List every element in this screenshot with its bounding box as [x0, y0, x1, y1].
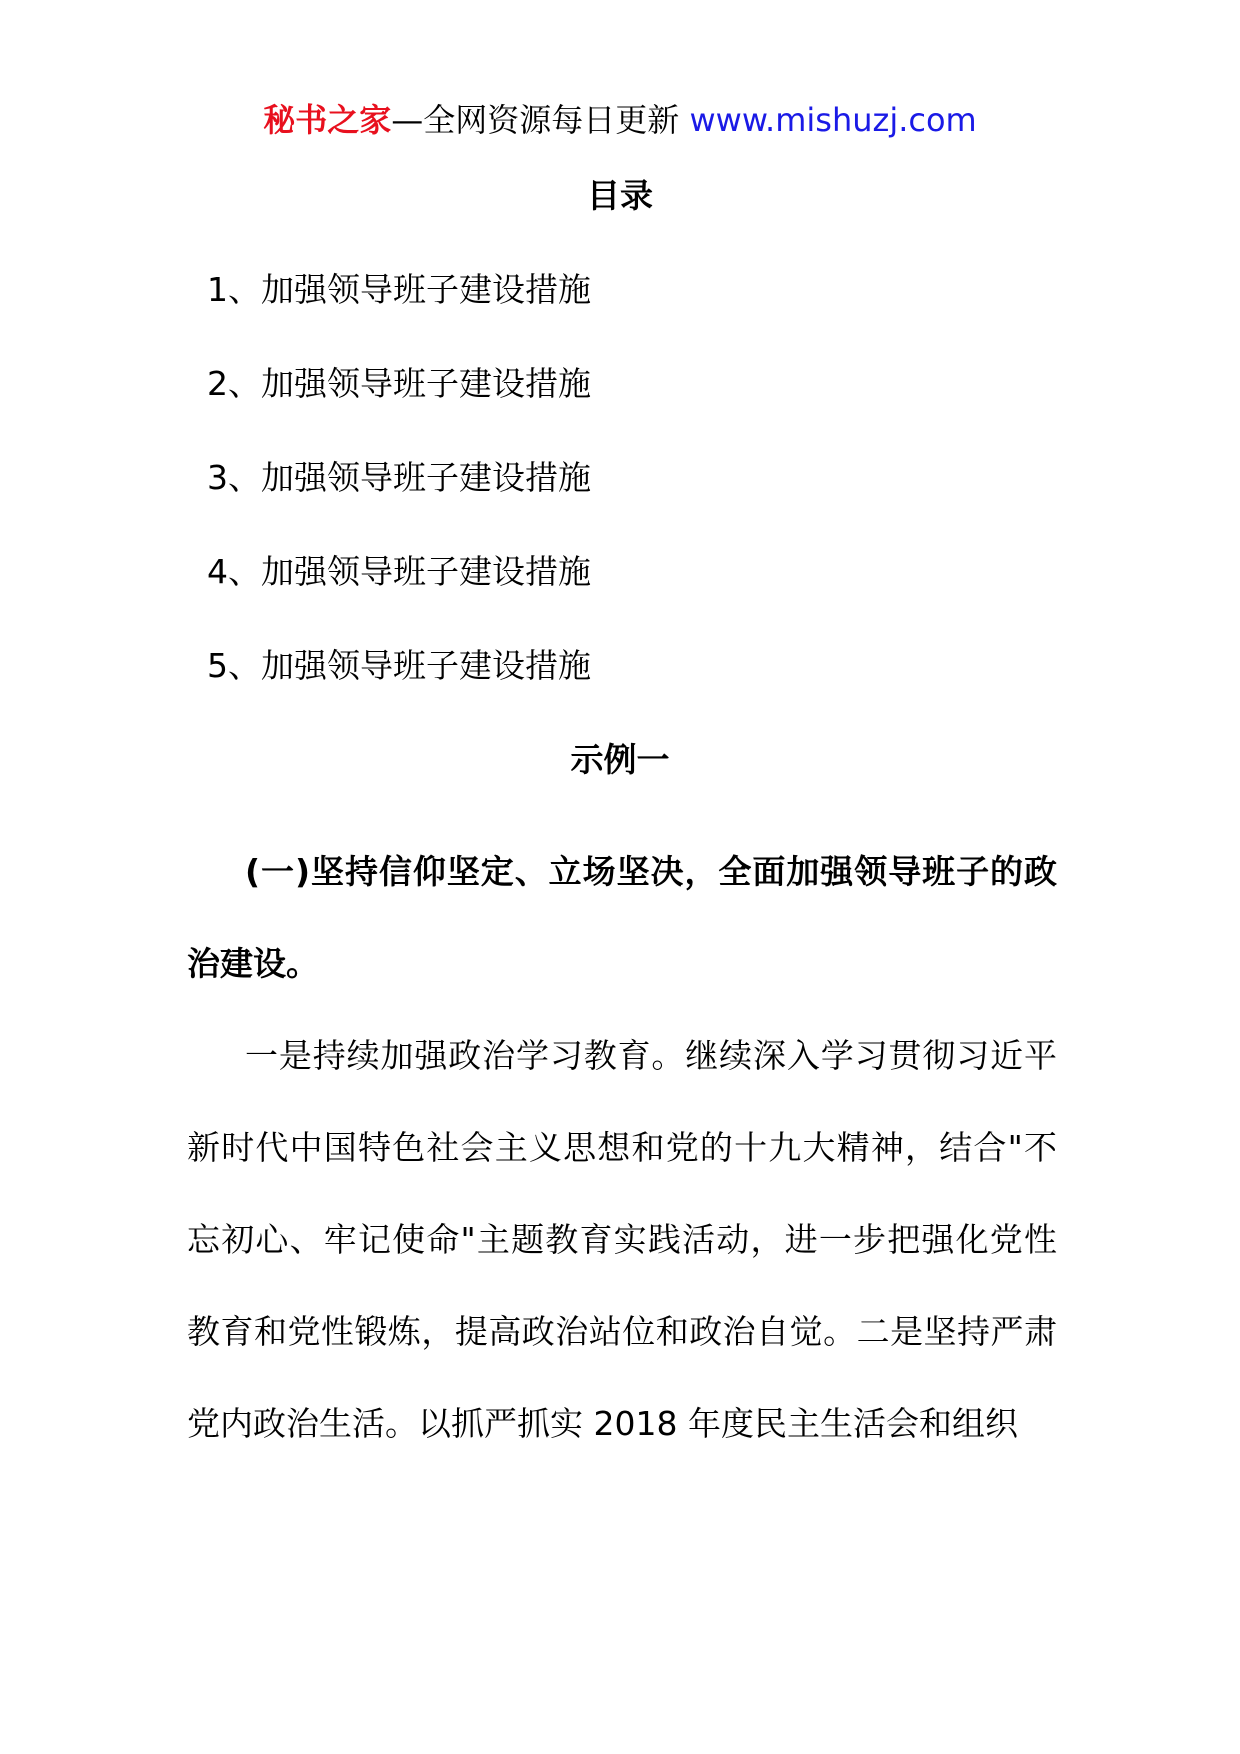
toc-list [207, 266, 591, 736]
section-heading: (一)坚持信仰坚定、立场坚决，全面加强领导班子的政治建设。 [187, 852, 1057, 983]
toc-item-2: 2、加强领导班子建设措施 [207, 364, 591, 403]
toc-title: 目录 [587, 176, 653, 215]
toc-item-3: 3、加强领导班子建设措施 [207, 458, 591, 497]
body-paragraph: 一是持续加强政治学习教育。继续深入学习贯彻习近平新时代中国特色社会主义思想和党的十九大精神，结合"不忘初心、牢记使命"主题教育实践活动，进一步把强化党性教育和党性锻炼，提高政治站位和政治自觉。二是坚持严肃党内政治生活。以抓严抓实 2018 年度民主生活会和组织 [187, 1036, 1057, 1443]
site-header [0, 96, 1240, 144]
toc-item-1: 1、加强领导班子建设措施 [207, 270, 591, 309]
toc-item-4: 4、加强领导班子建设措施 [207, 552, 591, 591]
header-slogan: —全网资源每日更新 [391, 101, 690, 139]
toc-item-5: 5、加强领导班子建设措施 [207, 646, 591, 685]
site-url-link[interactable]: www.mishuzj.com [689, 101, 977, 139]
brand-name: 秘书之家 [263, 101, 392, 139]
example-title: 示例一 [570, 740, 670, 779]
